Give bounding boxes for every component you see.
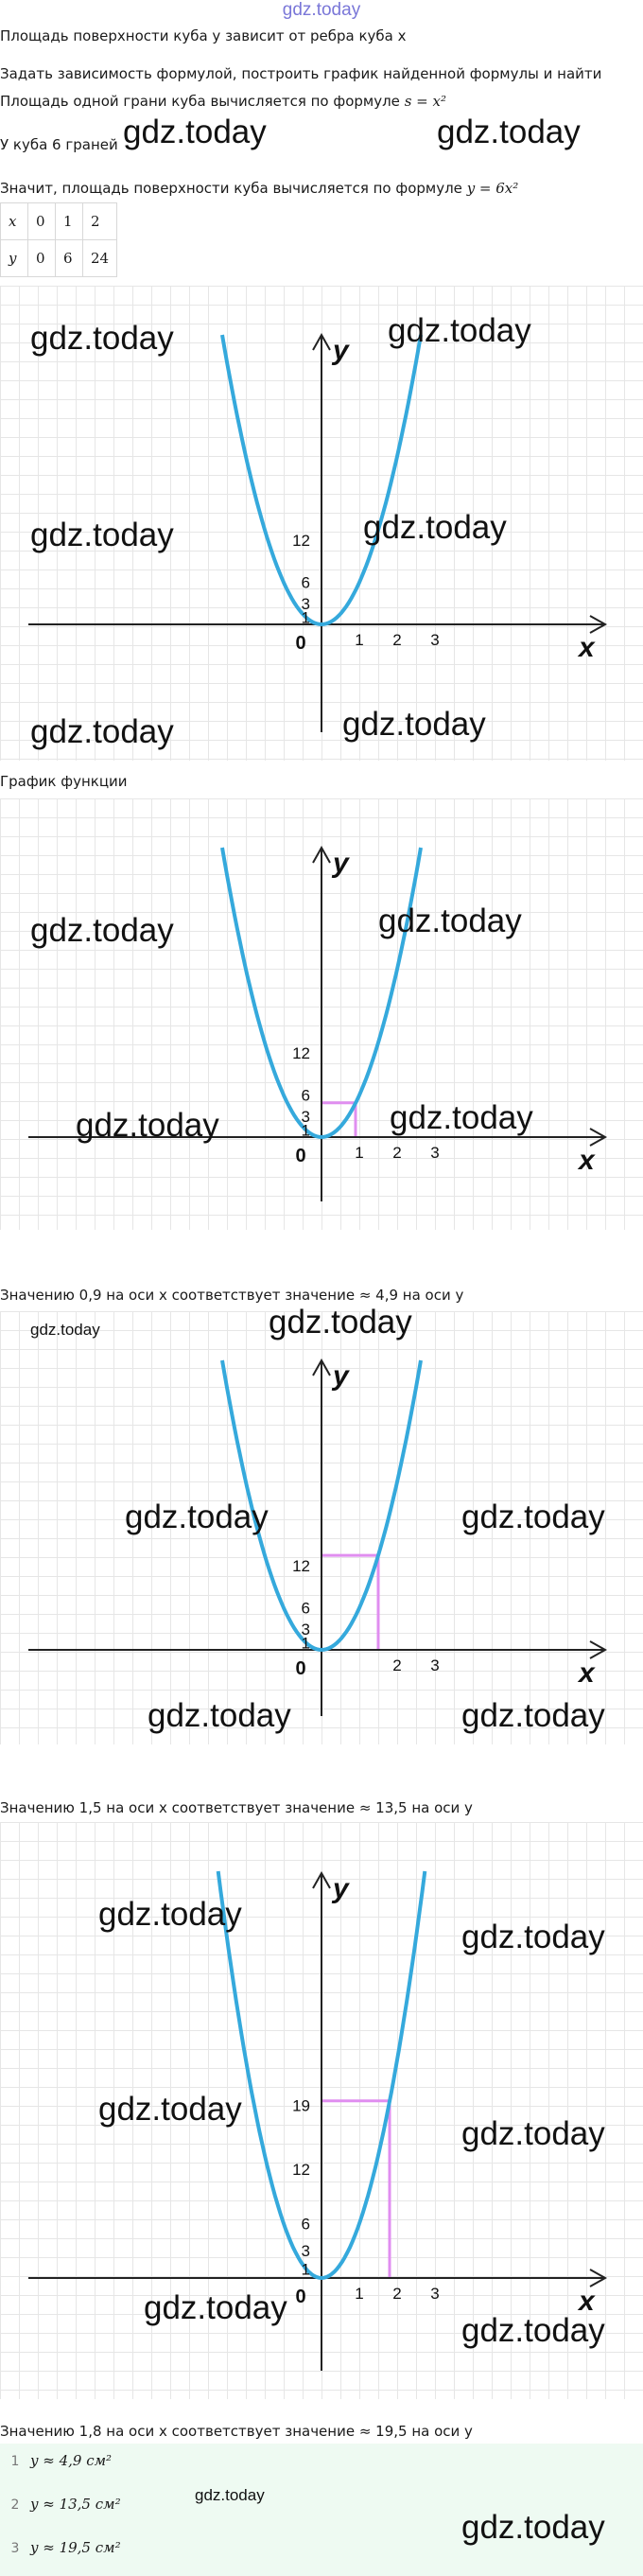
y-tick-label: 19 — [292, 2096, 310, 2115]
x-tick-label: 1 — [355, 2285, 364, 2303]
watermark: gdz.today — [461, 1498, 605, 1535]
problem-line-2: Задать зависимость формулой, построить график найденной формулы и найти — [0, 65, 602, 82]
y-tick-label: 3 — [301, 2242, 310, 2261]
watermark: gdz.today — [195, 2486, 265, 2504]
answer-text: y ≈ 4,9 см² — [30, 2452, 113, 2469]
x-axis-label: x — [579, 632, 595, 663]
watermark: gdz.today — [30, 1321, 100, 1339]
table-row — [1, 240, 117, 277]
watermark: gdz.today — [269, 1304, 412, 1341]
surface-area-formula: y = 6x² — [466, 180, 519, 197]
y-axis-label: y — [333, 1873, 349, 1904]
y-tick-label: 3 — [301, 1107, 310, 1126]
watermark: gdz.today — [363, 509, 507, 546]
y-tick-label: 6 — [301, 1599, 310, 1618]
face-area-formula: s = x² — [404, 93, 446, 110]
x-tick-label: 0 — [295, 633, 306, 654]
watermark: gdz.today — [461, 2312, 605, 2349]
caption-x-0-9: Значению 0,9 на оси x соответствует значение ≈ 4,9 на оси y — [0, 1287, 464, 1304]
x-tick-label: 0 — [295, 2287, 306, 2307]
x-axis-label: x — [579, 1657, 595, 1689]
x-tick-label: 2 — [392, 631, 402, 649]
problem-line-5 — [0, 179, 518, 198]
watermark: gdz.today — [388, 312, 531, 349]
y-tick-label: 6 — [301, 573, 310, 592]
y-axis-label: y — [333, 848, 349, 879]
watermark: gdz.today — [461, 2509, 605, 2546]
y-tick-label: 12 — [292, 532, 310, 551]
x-tick-label: 3 — [430, 1144, 440, 1162]
watermark: gdz.today — [125, 1498, 269, 1535]
list-item — [0, 2487, 121, 2521]
y-tick-label: 1 — [301, 2260, 310, 2279]
x-tick-label: 0 — [295, 1146, 306, 1166]
list-item — [0, 2531, 121, 2565]
x-axis-label: x — [579, 1145, 595, 1176]
x-tick-label: 3 — [430, 1656, 440, 1674]
watermark: gdz.today — [461, 2115, 605, 2152]
table-cell: 1 — [56, 203, 83, 240]
watermark: gdz.today — [148, 1697, 291, 1734]
problem-line-3 — [0, 92, 446, 111]
x-tick-label: 2 — [392, 2285, 402, 2303]
x-tick-label: 3 — [430, 631, 440, 649]
y-tick-label: 6 — [301, 2215, 310, 2234]
x-tick-label: 1 — [355, 1144, 364, 1162]
watermark: gdz.today — [437, 114, 581, 150]
y-tick-label: 12 — [292, 1557, 310, 1576]
caption-x-1-5: Значению 1,5 на оси x соответствует значение ≈ 13,5 на оси y — [0, 1799, 473, 1816]
answer-text: y ≈ 19,5 см² — [30, 2539, 121, 2556]
y-tick-label: 1 — [301, 1121, 310, 1140]
watermark: gdz.today — [30, 912, 174, 949]
table-cell: 0 — [28, 203, 56, 240]
watermark: gdz.today — [144, 2289, 287, 2326]
table-cell: 2 — [83, 203, 117, 240]
watermark: gdz.today — [123, 114, 267, 150]
problem-line-4: У куба 6 граней — [0, 136, 118, 153]
x-axis-label: x — [579, 2286, 595, 2317]
table-cell: 0 — [28, 240, 56, 277]
watermark: gdz.today — [30, 517, 174, 553]
graph-canvas — [0, 798, 643, 1230]
answer-number: 2 — [10, 2497, 20, 2513]
y-tick-label: 6 — [301, 1086, 310, 1105]
problem-line-1: Площадь поверхности куба y зависит от ребра куба x — [0, 27, 407, 44]
x-tick-label: 0 — [295, 1658, 306, 1679]
x-tick-label: 1 — [355, 631, 364, 649]
answer-text: y ≈ 13,5 см² — [30, 2496, 121, 2513]
list-item — [0, 2444, 112, 2478]
watermark: gdz.today — [98, 2091, 242, 2128]
site-logo[interactable]: gdz.today — [282, 0, 361, 20]
watermark: gdz.today — [98, 1896, 242, 1933]
x-tick-label: 3 — [430, 2285, 440, 2303]
watermark: gdz.today — [30, 713, 174, 750]
watermark: gdz.today — [461, 1697, 605, 1734]
watermark: gdz.today — [461, 1919, 605, 1955]
graph-caption: График функции — [0, 773, 128, 790]
values-table — [0, 202, 117, 277]
watermark: gdz.today — [378, 902, 522, 939]
y-tick-label: 3 — [301, 1620, 310, 1638]
y-tick-label: 3 — [301, 594, 310, 613]
y-axis-label: y — [333, 1360, 349, 1392]
face-area-text: Площадь одной грани куба вычисляется по формуле — [0, 93, 400, 110]
y-tick-label: 1 — [301, 1634, 310, 1653]
table-row — [1, 203, 117, 240]
table-cell: 6 — [56, 240, 83, 277]
table-cell: x — [1, 203, 28, 240]
table-cell: y — [1, 240, 28, 277]
caption-x-1-8: Значению 1,8 на оси x соответствует значение ≈ 19,5 на оси y — [0, 2423, 473, 2440]
function-graph-2 — [0, 798, 643, 1230]
x-tick-label: 2 — [392, 1144, 402, 1162]
y-axis-label: y — [333, 335, 349, 366]
x-tick-label: 2 — [392, 1656, 402, 1674]
watermark: gdz.today — [76, 1107, 219, 1144]
watermark: gdz.today — [390, 1099, 533, 1136]
watermark: gdz.today — [342, 706, 486, 743]
y-tick-label: 1 — [301, 608, 310, 627]
watermark: gdz.today — [30, 320, 174, 357]
y-tick-label: 12 — [292, 2160, 310, 2179]
y-tick-label: 12 — [292, 1044, 310, 1063]
table-cell: 24 — [83, 240, 117, 277]
answer-number: 1 — [10, 2454, 20, 2469]
answer-number: 3 — [10, 2541, 20, 2556]
surface-area-text: Значит, площадь поверхности куба вычисляется по формуле — [0, 180, 462, 197]
